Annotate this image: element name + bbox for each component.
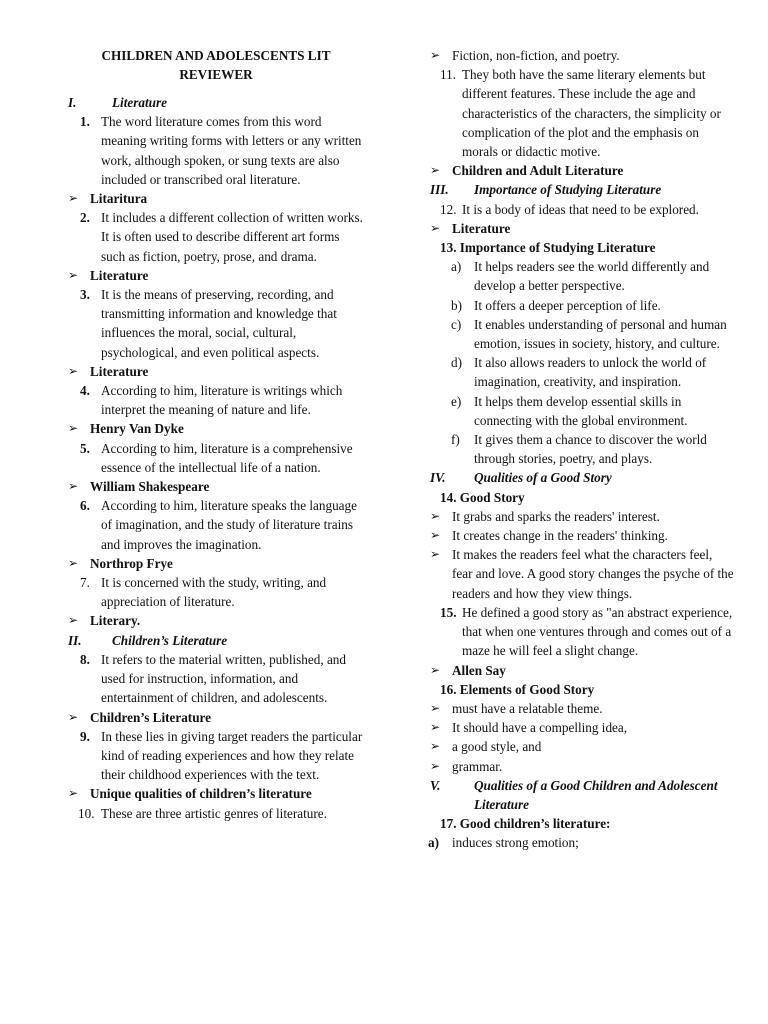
arrow-bullet-icon: ➢ xyxy=(430,547,441,562)
bullet-item xyxy=(428,757,734,776)
arrow-bullet-icon: ➢ xyxy=(430,163,441,178)
item-marker: 10. xyxy=(78,805,95,821)
numbered-heading: 16. Elements of Good Story xyxy=(440,681,595,697)
lettered-item xyxy=(428,833,734,852)
numbered-item xyxy=(66,804,366,823)
numbered-heading: 13. Importance of Studying Literature xyxy=(440,240,656,256)
bullet-item xyxy=(428,507,734,526)
item-text: Allen Say xyxy=(452,662,506,678)
item-text: It is a body of ideas that need to be explored. xyxy=(462,201,699,217)
numbered-item xyxy=(428,603,734,661)
item-marker: 1. xyxy=(80,114,90,130)
item-text: According to him, literature is a comprehensive essence of the intellectual life of a nation. xyxy=(101,440,353,475)
item-marker: I. xyxy=(68,95,77,110)
document-title: CHILDREN AND ADOLESCENTS LIT REVIEWER xyxy=(101,48,331,82)
lettered-item xyxy=(428,296,734,315)
item-marker: c) xyxy=(451,316,462,332)
item-marker: a) xyxy=(428,835,439,851)
item-text: In these lies in giving target readers the particular kind of reading experiences and how they relate their childhood experiences with the text. xyxy=(101,728,363,783)
numbered-item xyxy=(66,573,366,611)
item-text: Literature xyxy=(90,267,149,283)
item-marker: V. xyxy=(430,777,441,793)
left-column xyxy=(66,46,366,823)
item-text: Litaritura xyxy=(90,191,148,207)
bullet-item xyxy=(428,526,734,545)
answer-item xyxy=(66,189,366,208)
item-text: Unique qualities of children’s literature xyxy=(90,786,312,802)
item-text: Literary. xyxy=(90,613,141,629)
item-text: It is concerned with the study, writing, and appreciation of literature. xyxy=(101,575,327,610)
lettered-item xyxy=(428,257,734,295)
numbered-item xyxy=(428,65,734,161)
item-text: It makes the readers feel what the characters feel, fear and love. A good story changes the psyche of the readers and how they view things. xyxy=(452,547,734,601)
arrow-bullet-icon: ➢ xyxy=(68,613,79,628)
item-text: It gives them a chance to discover the world through stories, poetry, and plays. xyxy=(474,432,707,467)
item-text: Qualities of a Good Children and Adolescent Literature xyxy=(474,777,718,812)
numbered-heading: 14. Good Story xyxy=(440,489,525,505)
item-text: According to him, literature speaks the language of imagination, and the study of literature trains and improves the imagination. xyxy=(101,498,357,552)
item-marker: 12. xyxy=(440,201,457,217)
bullet-item xyxy=(428,545,734,603)
item-text: William Shakespeare xyxy=(90,479,210,495)
arrow-bullet-icon: ➢ xyxy=(68,786,79,801)
left-content-list xyxy=(66,93,366,823)
item-marker: 3. xyxy=(80,287,90,303)
item-marker: II. xyxy=(68,632,82,648)
section-heading xyxy=(428,776,734,814)
arrow-bullet-icon: ➢ xyxy=(430,720,441,735)
item-text: Children’s Literature xyxy=(90,709,211,725)
section-heading xyxy=(66,631,366,650)
arrow-bullet-icon: ➢ xyxy=(68,555,79,570)
arrow-bullet-icon: ➢ xyxy=(430,739,441,754)
numbered-item xyxy=(66,727,366,785)
item-text: Importance of Studying Literature xyxy=(474,182,662,198)
bullet-item xyxy=(428,737,734,756)
item-text: Qualities of a Good Story xyxy=(474,470,612,486)
item-text: It is the means of preserving, recording, and transmitting information and knowledge that influences the moral, social, cultural, psychological, and even political aspects. xyxy=(101,287,337,360)
answer-item xyxy=(428,219,734,238)
item-text: Henry Van Dyke xyxy=(90,421,184,437)
arrow-bullet-icon: ➢ xyxy=(68,421,79,436)
arrow-bullet-icon: ➢ xyxy=(430,700,441,715)
item-marker: 4. xyxy=(80,383,90,399)
answer-item xyxy=(428,661,734,680)
item-text: It also allows readers to unlock the world of imagination, creativity, and inspiration. xyxy=(474,355,707,390)
answer-item xyxy=(66,784,366,803)
item-text: It creates change in the readers' thinking. xyxy=(452,528,668,544)
item-marker: e) xyxy=(451,393,462,409)
item-marker: f) xyxy=(451,432,460,448)
bullet-item xyxy=(428,718,734,737)
item-text: It refers to the material written, published, and used for instruction, information, and entertainment of children, and adolescents. xyxy=(101,651,346,706)
item-text: These are three artistic genres of literature. xyxy=(101,805,327,821)
arrow-bullet-icon: ➢ xyxy=(68,709,79,724)
item-text: It grabs and sparks the readers' interest. xyxy=(452,508,660,524)
answer-item xyxy=(66,477,366,496)
item-marker: 6. xyxy=(80,498,90,514)
arrow-bullet-icon: ➢ xyxy=(430,662,441,677)
answer-item xyxy=(66,708,366,727)
item-marker: d) xyxy=(451,355,462,371)
lettered-item xyxy=(428,430,734,468)
answer-item xyxy=(66,266,366,285)
item-marker: 5. xyxy=(80,440,90,456)
item-marker: 2. xyxy=(80,210,90,226)
item-text: a good style, and xyxy=(452,739,542,755)
item-text: Children’s Literature xyxy=(112,632,228,648)
item-text: Literature xyxy=(112,95,167,110)
item-marker: 8. xyxy=(80,651,90,667)
arrow-bullet-icon: ➢ xyxy=(68,363,79,378)
arrow-bullet-icon: ➢ xyxy=(68,479,79,494)
item-marker: 11. xyxy=(440,67,456,83)
arrow-bullet-icon: ➢ xyxy=(430,758,441,773)
numbered-item xyxy=(66,285,366,362)
item-text: must have a relatable theme. xyxy=(452,700,603,716)
item-text: It should have a compelling idea, xyxy=(452,720,628,736)
numbered-item xyxy=(66,112,366,189)
numbered-item xyxy=(66,650,366,708)
numbered-item xyxy=(66,381,366,419)
item-marker: IV. xyxy=(430,470,446,486)
item-text: Northrop Frye xyxy=(90,555,173,571)
arrow-bullet-icon: ➢ xyxy=(430,508,441,523)
item-marker: a) xyxy=(451,259,462,275)
item-text: According to him, literature is writings which interpret the meaning of nature and life. xyxy=(101,383,343,418)
bullet-item xyxy=(428,46,734,65)
section-heading xyxy=(66,93,366,112)
item-marker: 9. xyxy=(80,728,90,744)
item-text: Children and Adult Literature xyxy=(452,163,624,179)
item-text: He defined a good story as "an abstract experience, that when one ventures through and comes out of a maze he will feel a slight change. xyxy=(462,604,733,659)
item-text: Fiction, non-fiction, and poetry. xyxy=(452,48,620,63)
item-marker: III. xyxy=(430,182,449,198)
answer-item xyxy=(66,611,366,630)
right-content-list xyxy=(428,46,734,853)
item-text: It helps them develop essential skills in connecting with the global environment. xyxy=(474,393,688,428)
answer-item xyxy=(66,419,366,438)
answer-item xyxy=(428,161,734,180)
item-text: The word literature comes from this word meaning writing forms with letters or any written work, although spoken, or sung texts are also included or transcribed oral literature. xyxy=(101,114,362,187)
item-text: It includes a different collection of written works. It is often used to describe different art forms such as fiction, poetry, prose, and drama. xyxy=(101,210,363,264)
item-text: They both have the same literary elements but different features. These include the age and characteristics of the characters, the simplicity or complication of the plot and the emphasis on morals or didactic motive. xyxy=(462,67,721,160)
arrow-bullet-icon: ➢ xyxy=(68,267,79,282)
lettered-item xyxy=(428,315,734,353)
item-marker: 15. xyxy=(440,604,457,620)
numbered-heading: 17. Good children’s literature: xyxy=(440,816,611,832)
item-marker: b) xyxy=(451,297,462,313)
numbered-item xyxy=(66,496,366,554)
numbered-item xyxy=(66,439,366,477)
arrow-bullet-icon: ➢ xyxy=(430,48,441,62)
numbered-item xyxy=(428,200,734,219)
arrow-bullet-icon: ➢ xyxy=(430,528,441,543)
section-heading xyxy=(428,468,734,487)
lettered-item xyxy=(428,392,734,430)
item-text: Literature xyxy=(90,363,149,379)
lettered-item xyxy=(428,353,734,391)
item-text: It offers a deeper perception of life. xyxy=(474,297,661,313)
item-text: grammar. xyxy=(452,758,503,774)
item-marker: 7. xyxy=(80,575,90,591)
bullet-item xyxy=(428,699,734,718)
item-text: Literature xyxy=(452,220,511,236)
arrow-bullet-icon: ➢ xyxy=(68,191,79,206)
arrow-bullet-icon: ➢ xyxy=(430,220,441,235)
item-text: It helps readers see the world differently and develop a better perspective. xyxy=(474,259,710,294)
item-text: induces strong emotion; xyxy=(452,835,579,851)
numbered-item xyxy=(66,208,366,266)
right-column xyxy=(428,46,734,853)
section-heading xyxy=(428,180,734,199)
answer-item xyxy=(66,362,366,381)
answer-item xyxy=(66,554,366,573)
item-text: It enables understanding of personal and human emotion, issues in society, history, and culture. xyxy=(474,316,727,352)
